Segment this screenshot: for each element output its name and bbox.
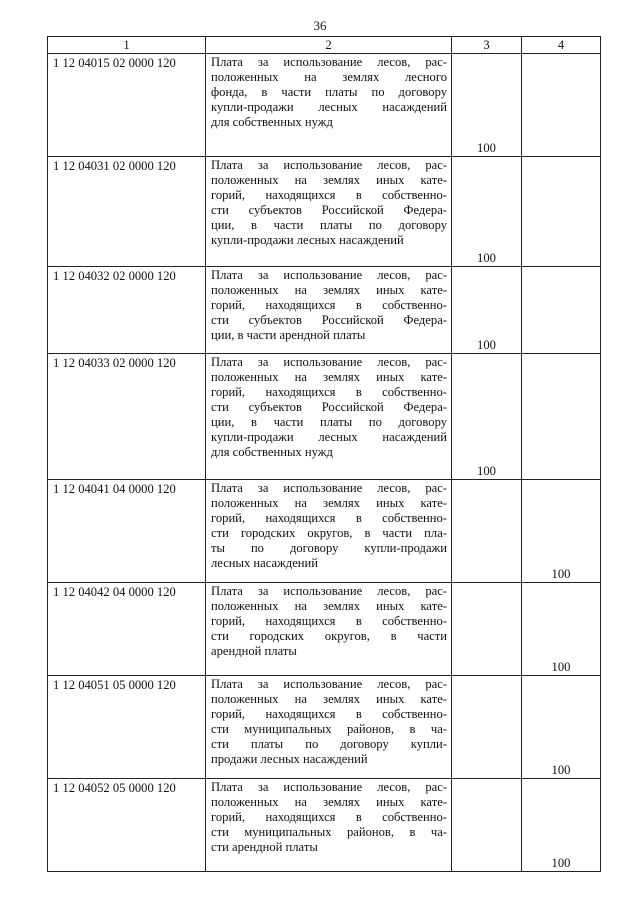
description-line: Плата за использование лесов, рас- bbox=[211, 355, 447, 369]
revenue-description bbox=[206, 779, 452, 872]
description-line: ты по договору купли-продажи bbox=[211, 541, 447, 555]
classification-code: 1 12 04051 05 0000 120 bbox=[48, 676, 206, 779]
column-3-value bbox=[452, 480, 522, 583]
description-line: сти арендной платы bbox=[211, 840, 318, 854]
description-line: купли-продажи лесных насаждений bbox=[211, 100, 447, 114]
column-4-value: 100 bbox=[522, 480, 601, 583]
revenue-description bbox=[206, 480, 452, 583]
table-header-row bbox=[48, 37, 601, 54]
description-line: Плата за использование лесов, рас- bbox=[211, 268, 447, 282]
description-line: Плата за использование лесов, рас- bbox=[211, 677, 447, 691]
description-line: положенных на землях лесного bbox=[211, 70, 447, 84]
column-4-value bbox=[522, 54, 601, 157]
description-line: сти городских округов, в части пла- bbox=[211, 526, 447, 540]
column-3-value bbox=[452, 583, 522, 676]
revenue-description bbox=[206, 267, 452, 354]
column-4-value bbox=[522, 157, 601, 267]
revenue-description bbox=[206, 354, 452, 480]
description-line: лесных насаждений bbox=[211, 556, 319, 570]
classification-code: 1 12 04031 02 0000 120 bbox=[48, 157, 206, 267]
revenue-description bbox=[206, 54, 452, 157]
table-row bbox=[48, 676, 601, 779]
revenue-description bbox=[206, 676, 452, 779]
header-cell: 3 bbox=[452, 37, 522, 54]
column-3-value: 100 bbox=[452, 354, 522, 480]
description-line: горий, находящихся в собственно- bbox=[211, 810, 447, 824]
description-line: сти муниципальных районов, в ча- bbox=[211, 825, 447, 839]
table-row bbox=[48, 779, 601, 872]
column-4-value: 100 bbox=[522, 676, 601, 779]
table-row bbox=[48, 54, 601, 157]
column-3-value bbox=[452, 676, 522, 779]
description-line: Плата за использование лесов, рас- bbox=[211, 780, 447, 794]
description-line: положенных на землях иных кате- bbox=[211, 692, 447, 706]
column-4-value: 100 bbox=[522, 779, 601, 872]
description-line: Плата за использование лесов, рас- bbox=[211, 481, 447, 495]
column-3-value: 100 bbox=[452, 54, 522, 157]
description-line: горий, находящихся в собственно- bbox=[211, 511, 447, 525]
description-line: купли-продажи лесных насаждений bbox=[211, 430, 447, 444]
classification-code: 1 12 04033 02 0000 120 bbox=[48, 354, 206, 480]
column-3-value: 100 bbox=[452, 267, 522, 354]
table-row bbox=[48, 583, 601, 676]
table-row bbox=[48, 267, 601, 354]
column-4-value bbox=[522, 354, 601, 480]
column-3-value: 100 bbox=[452, 157, 522, 267]
header-cell: 2 bbox=[206, 37, 452, 54]
header-cell: 4 bbox=[522, 37, 601, 54]
description-line: сти муниципальных районов, в ча- bbox=[211, 722, 447, 736]
revenue-description bbox=[206, 157, 452, 267]
description-line: для собственных нужд bbox=[211, 115, 333, 129]
description-line: положенных на землях иных кате- bbox=[211, 496, 447, 510]
description-line: положенных на землях иных кате- bbox=[211, 173, 447, 187]
description-line: ции, в части арендной платы bbox=[211, 328, 366, 342]
classification-code: 1 12 04052 05 0000 120 bbox=[48, 779, 206, 872]
description-line: сти субъектов Российской Федера- bbox=[211, 313, 447, 327]
budget-classification-table bbox=[47, 36, 601, 872]
description-line: положенных на землях иных кате- bbox=[211, 370, 447, 384]
description-line: Плата за использование лесов, рас- bbox=[211, 158, 447, 172]
description-line: горий, находящихся в собственно- bbox=[211, 707, 447, 721]
column-3-value bbox=[452, 779, 522, 872]
table-row bbox=[48, 480, 601, 583]
description-line: Плата за использование лесов, рас- bbox=[211, 584, 447, 598]
classification-code: 1 12 04041 04 0000 120 bbox=[48, 480, 206, 583]
description-line: арендной платы bbox=[211, 644, 297, 658]
description-line: для собственных нужд bbox=[211, 445, 333, 459]
classification-code: 1 12 04032 02 0000 120 bbox=[48, 267, 206, 354]
description-line: купли-продажи лесных насаждений bbox=[211, 233, 404, 247]
description-line: сти платы по договору купли- bbox=[211, 737, 447, 751]
page-number: 36 bbox=[313, 18, 327, 33]
revenue-description bbox=[206, 583, 452, 676]
description-line: положенных на землях иных кате- bbox=[211, 599, 447, 613]
description-line: горий, находящихся в собственно- bbox=[211, 614, 447, 628]
header-cell: 1 bbox=[48, 37, 206, 54]
table-row bbox=[48, 354, 601, 480]
description-line: горий, находящихся в собственно- bbox=[211, 298, 447, 312]
column-4-value: 100 bbox=[522, 583, 601, 676]
column-4-value bbox=[522, 267, 601, 354]
description-line: сти субъектов Российской Федера- bbox=[211, 400, 447, 414]
description-line: сти городских округов, в части bbox=[211, 629, 447, 643]
description-line: положенных на землях иных кате- bbox=[211, 795, 447, 809]
description-line: горий, находящихся в собственно- bbox=[211, 385, 447, 399]
description-line: положенных на землях иных кате- bbox=[211, 283, 447, 297]
table-row bbox=[48, 157, 601, 267]
description-line: горий, находящихся в собственно- bbox=[211, 188, 447, 202]
description-line: Плата за использование лесов, рас- bbox=[211, 55, 447, 69]
description-line: сти субъектов Российской Федера- bbox=[211, 203, 447, 217]
description-line: ции, в части платы по договору bbox=[211, 415, 447, 429]
description-line: продажи лесных насаждений bbox=[211, 752, 368, 766]
description-line: фонда, в части платы по договору bbox=[211, 85, 447, 99]
classification-code: 1 12 04015 02 0000 120 bbox=[48, 54, 206, 157]
classification-code: 1 12 04042 04 0000 120 bbox=[48, 583, 206, 676]
description-line: ции, в части платы по договору bbox=[211, 218, 447, 232]
